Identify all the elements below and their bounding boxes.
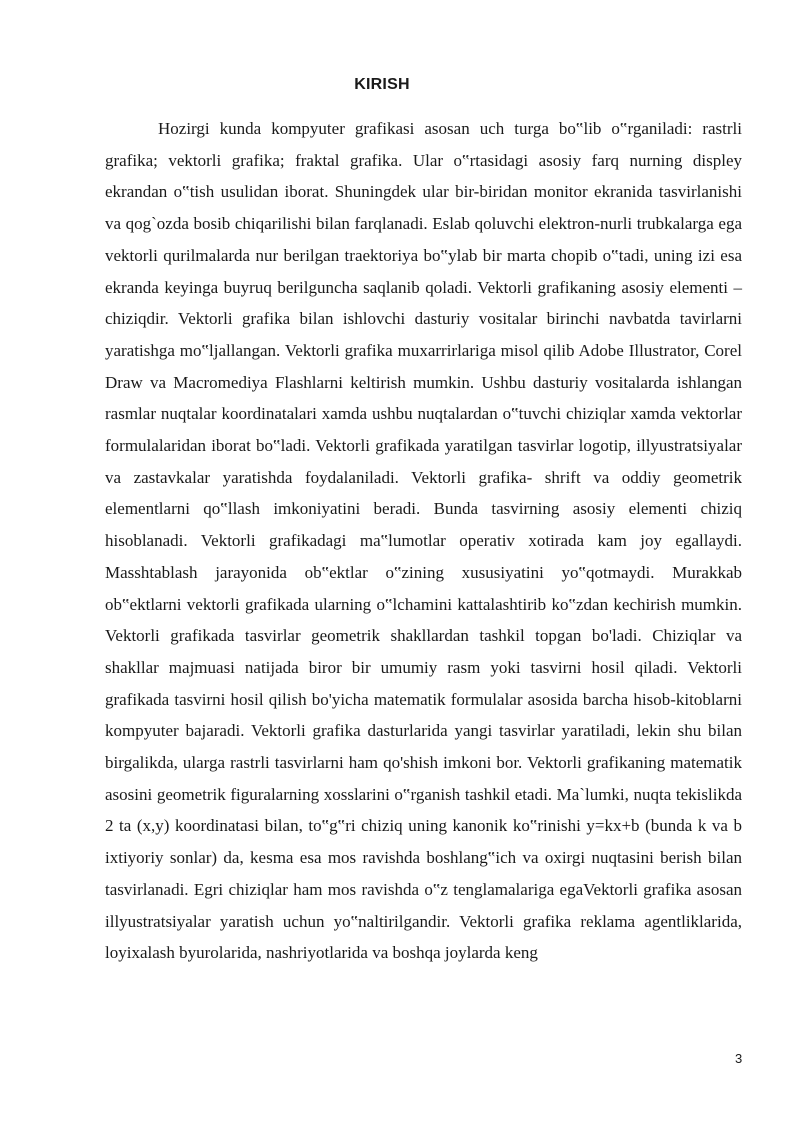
page-title: KIRISH	[354, 76, 410, 93]
page-number: 3	[735, 1051, 743, 1066]
body-text	[105, 113, 742, 969]
paragraph: Hozirgi kunda kompyuter grafikasi asosan uch turga bo‟lib o‟rganiladi: rastrli grafika; vektorli grafika; fraktal grafika. Ular o‟rtasidagi asosiy farq nurning displey ekrandan o‟tish usulidan iborat. Shuningdek ular bir-biridan monitor ekranida tasvirlanishi va qog`ozda bosib chiqarilishi bilan farqlanadi. Eslab qoluvchi elektron-nurli trubkalarga ega vektorli qurilmalarda nur berilgan traektoriya bo‟ylab bir marta chopib o‟tadi, uning izi esa ekranda keyinga buyruq berilguncha saqlanib qoladi. Vektorli grafikaning asosiy elementi – chiziqdir. Vektorli grafika bilan ishlovchi dasturiy vositalar birinchi navbatda tavirlarni yaratishga mo‟ljallangan. Vektorli grafika muxarrirlariga misol qilib Adobe Illustrator, Corel Draw va Macromediya Flashlarni keltirish mumkin. Ushbu dasturiy vositalarda ishlangan rasmlar nuqtalar koordinatalari xamda ushbu nuqtalardan o‟tuvchi chiziqlar xamda vektorlar formulalaridan iborat bo‟ladi. Vektorli grafikada yaratilgan tasvirlar logotip, illyustratsiyalar va zastavkalar yaratishda foydalaniladi. Vektorli grafika- shrift va oddiy geometrik elementlarni qo‟llash imkoniyatini beradi. Bunda tasvirning asosiy elementi chiziq hisoblanadi. Vektorli grafikadagi ma‟lumotlar operativ xotirada kam joy egallaydi. Masshtablash jarayonida ob‟ektlar o‟zining xususiyatini yo‟qotmaydi. Murakkab ob‟ektlarni vektorli grafikada ularning o‟lchamini kattalashtirib ko‟zdan kechirish mumkin. Vektorli grafikada tasvirlar geometrik shakllardan tashkil topgan bo'ladi. Chiziqlar va shakllar majmuasi natijada biror bir umumiy rasm yoki tasvirni hosil qiladi. Vektorli grafikada tasvirni hosil qilish bo'yicha matematik formulalar asosida barcha hisob-kitoblarni kompyuter bajaradi. Vektorli grafika dasturlarida yangi tasvirlar yaratiladi, lekin shu bilan birgalikda, ularga rastrli tasvirlarni ham qo'shish imkoni bor. Vektorli grafikaning matematik asosini geometrik figuralarning xosslarini o‟rganish tashkil etadi. Ma`lumki, nuqta tekislikda 2 ta (x,y) koordinatasi bilan, to‟g‟ri chiziq uning kanonik ko‟rinishi y=kx+b (bunda k va b ixtiyoriy sonlar) da, kesma esa mos ravishda boshlang‟ich va oxirgi nuqtasini berish bilan tasvirlanadi. Egri chiziqlar ham mos ravishda o‟z tenglamalariga egaVektorli grafika asosan illyustratsiyalar yaratish uchun yo‟naltirilgandir. Vektorli grafika reklama agentliklarida, loyixalash byurolarida, nashriyotlarida va boshqa joylarda keng	[105, 119, 742, 963]
